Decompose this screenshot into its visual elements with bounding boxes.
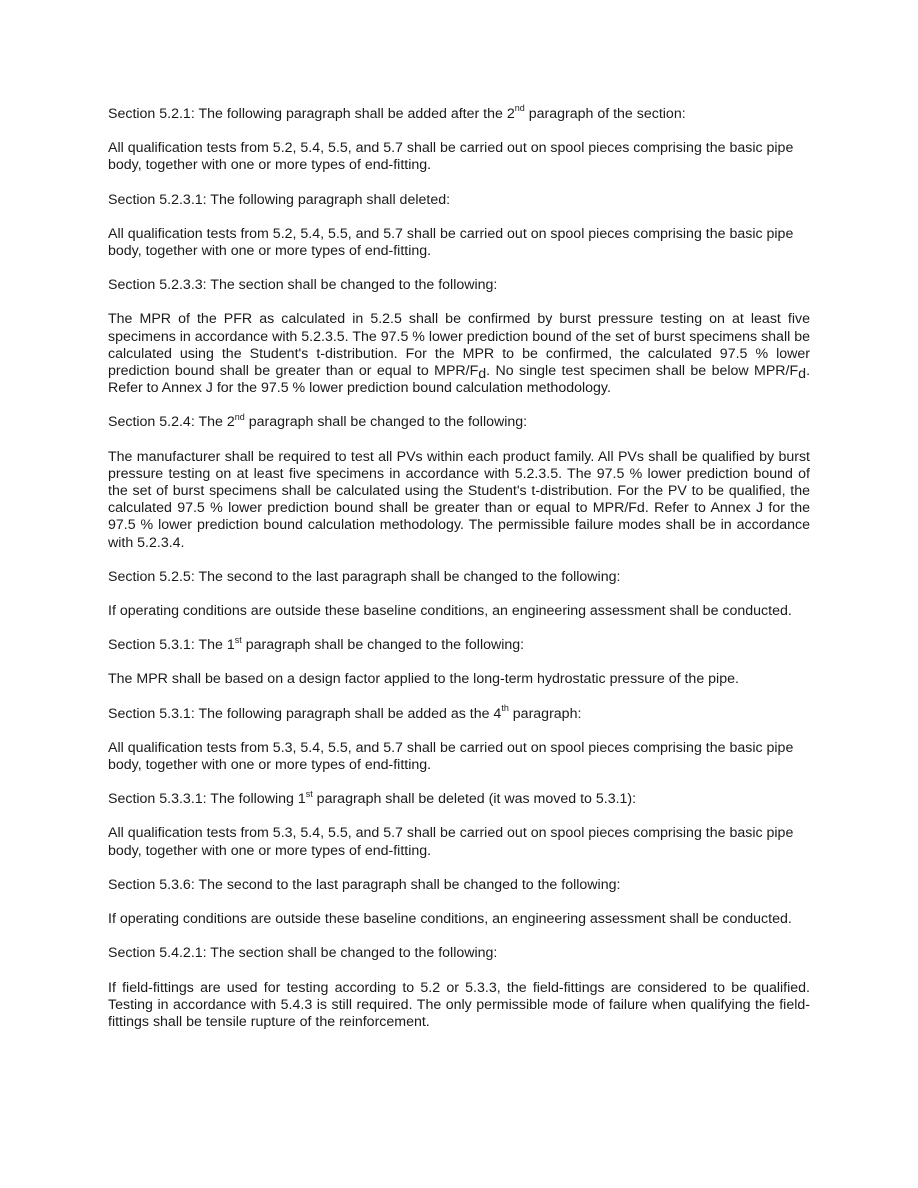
section-heading-5-2-5: Section 5.2.5: The second to the last paragraph shall be changed to the following: [108,568,621,585]
document-page [108,103,811,1048]
paragraph-5-3-1-a: The MPR shall be based on a design factor applied to the long-term hydrostatic pressure of the pipe. [108,671,739,688]
section-heading-5-2-3-3: Section 5.2.3.3: The section shall be changed to the following: [108,277,498,294]
paragraph-5-2-3-1: All qualification tests from 5.2, 5.4, 5.5, and 5.7 shall be carried out on spool pieces comprising the basic pipe body, together with one or more types of end-fitting. [108,225,794,260]
paragraph-5-3-6: If operating conditions are outside these baseline conditions, an engineering assessment shall be conducted. [108,911,792,928]
section-heading-5-3-3-1: Section 5.3.3.1: The following 1st paragraph shall be deleted (it was moved to 5.3.1): [108,788,637,808]
section-heading-5-2-1: Section 5.2.1: The following paragraph shall be added after the 2nd paragraph of the section: [108,103,686,122]
paragraph-5-4-2-1: If field-fittings are used for testing according to 5.2 or 5.3.3, the field-fittings are considered to be qualified. Testing in accordance with 5.4.3 is still required. The only permissible mode of failure when qualifying the field-fittings shall be tensile rupture of the reinforcement. [108,979,810,1030]
section-heading-5-3-6: Section 5.3.6: The second to the last paragraph shall be changed to the following: [108,876,621,893]
section-heading-5-3-1-a: Section 5.3.1: The 1st paragraph shall be changed to the following: [108,634,525,654]
section-heading-5-4-2-1: Section 5.4.2.1: The section shall be changed to the following: [108,945,498,962]
section-heading-5-2-3-1: Section 5.2.3.1: The following paragraph shall deleted: [108,191,451,208]
section-heading-5-3-1-b: Section 5.3.1: The following paragraph shall be added as the 4th paragraph: [108,702,582,722]
section-heading-5-2-4: Section 5.2.4: The 2nd paragraph shall be changed to the following: [108,411,528,431]
paragraph-5-2-4: The manufacturer shall be required to test all PVs within each product family. All PVs shall be qualified by burst pressure testing on at least five specimens in accordance with 5.2.3.5. The 97.5 % lower prediction bound of the set of burst specimens shall be calculated using the Student's t-distribution. For the PV to be qualified, the calculated 97.5 % lower prediction bound shall be greater than or equal to MPR/Fd. Refer to Annex J for the 97.5 % lower prediction bound calculation methodology. The permissible failure modes shall be in accordance with 5.2.3.4. [108,448,810,551]
paragraph-5-2-3-3: The MPR of the PFR as calculated in 5.2.5 shall be confirmed by burst pressure testing on at least five specimens in accordance with 5.2.3.5. The 97.5 % lower prediction bound of the set of burst specimens shall be calculated using the Student's t-distribution. For the MPR to be confirmed, the calculated 97.5 % lower prediction bound shall be greater than or equal to MPR/$F_d$. No single test specimen shall be below MPR/$F_d$. Refer to Annex J for the 97.5 % lower prediction bound calculation methodology. [108,311,811,397]
paragraph-5-3-1-b: All qualification tests from 5.3, 5.4, 5.5, and 5.7 shall be carried out on spool pieces comprising the basic pipe body, together with one or more types of end-fitting. [108,739,794,774]
paragraph-5-2-1: All qualification tests from 5.2, 5.4, 5.5, and 5.7 shall be carried out on spool pieces comprising the basic pipe body, together with one or more types of end-fitting. [108,140,794,174]
paragraph-5-3-3-1: All qualification tests from 5.3, 5.4, 5.5, and 5.7 shall be carried out on spool pieces comprising the basic pipe body, together with one or more types of end-fitting. [108,825,794,859]
paragraph-5-2-5: If operating conditions are outside these baseline conditions, an engineering assessment shall be conducted. [108,603,792,620]
